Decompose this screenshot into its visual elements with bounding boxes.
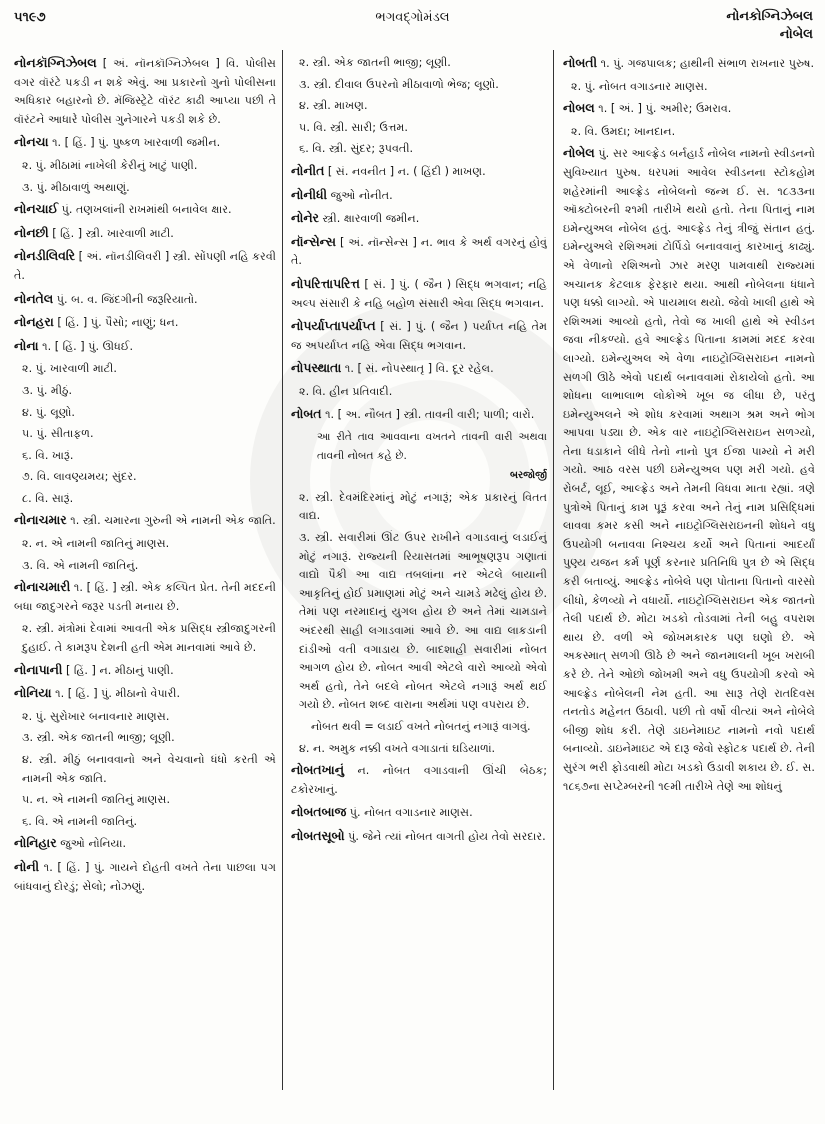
headword: નોનેર xyxy=(291,210,319,226)
sense: ૨. સ્ત્રી. એક જાતની ભાજી; લૂણી. xyxy=(299,56,451,69)
definition: ૧. [ હિં. ] પું. ગાયને દોહતી વખતે તેના પાછલા પગ બાંધવાનું દોરડું; સેલો; નોઝણું. xyxy=(14,860,276,893)
idiom: નોબત થવી = લડાઈ વખતે નોબતનું નગારૂં વાગવું. xyxy=(311,720,531,733)
definition: [ સં. ] પું. ( જૈન ) પર્યાપ્ત નહિ તેમ જ અપર્યાપ્ત નહિ એવા સિદ્ધ ભગવાન. xyxy=(291,320,547,352)
dictionary-entry xyxy=(14,247,276,285)
definition: [ સં. ] પું. ( જૈન ) સિદ્ધ ભગવાન; નહિ અલ્પ સંસારી કે નહિ બહોળ સંસારી એવા સિદ્ધ ભગવાન. xyxy=(291,277,547,310)
dictionary-entry xyxy=(291,233,547,271)
definition: ૧. [ સં. નોપસ્થાતૃ ] વિ. દૂર રહેલ. xyxy=(344,362,494,376)
column-1 xyxy=(14,54,276,1120)
sense: ૬. વિ. સ્ત્રી. સુંદર; રૂપવતી. xyxy=(299,142,414,156)
dictionary-entry xyxy=(14,133,276,153)
dictionary-entry xyxy=(563,99,815,119)
headword: નોબતખાનું xyxy=(291,762,344,778)
sense: ૩. સ્ત્રી. એક જાતની ભાજી; લૂણી. xyxy=(22,731,175,745)
headword: નોનતેલ xyxy=(14,290,54,306)
sense: ૬. વિ. એ નામની જાતિનું. xyxy=(22,814,138,828)
column-2 xyxy=(291,54,547,1120)
sense: ૫. પું. સીતાફળ. xyxy=(22,427,94,441)
sense: ૬. વિ. ખારૂં. xyxy=(22,448,74,462)
definition: [ અં. નૉનડીલિવરી ] સ્ત્રી. સોંપણી નહિ કરવી તે. xyxy=(14,250,276,282)
headword: નોબલ xyxy=(563,100,595,116)
headword: નોનિયા xyxy=(14,685,52,701)
definition: ૧. [ હિં. ] પું. ઊધઈ. xyxy=(42,339,134,353)
headword: નોનહરા xyxy=(14,314,54,330)
sense: ૨. પું. ખારવાળી માટી. xyxy=(22,362,117,376)
guide-word-last: નોબેલ xyxy=(779,27,813,42)
headword: નોનાચમાર xyxy=(14,512,67,528)
headword: નોનાપાની xyxy=(14,661,63,677)
headword: નોપર્યાપ્તાપર્યાપ્ત xyxy=(291,318,376,334)
headword: નોના xyxy=(14,337,39,353)
definition: પું. સર આલ્ફ્રેડ બર્નહાર્ડ નોબેલ નામનો સ્વીડનનો સુવિખ્યાત પુરુષ. ધરપમાં આવેલ સ્વીડનના સ્ટોકહોમ શહેરમાંની આલ્ફ્રેડ નોબેલનો જન્મ ઈ. સ. ૧૮૩૩ના ઑક્ટોબરની ૨૧મી તારીખે થયો હતો. તેના પિતાનું નામ ઇમેન્યુઅલ નોબેલ હતું. આલ્ફ્રેડ તેનું ત્રીજું સંતાન હતું. ઇમેન્યુઅલે રશિઅમાં ટોર્પિડો બનાવવાનું કારખાનું કાઢ્યું. એ વેળાનો રશિઅનો ઝાર મરણ પામવાથી રાજ્યમાં અચાનક કેટલાક ફેરફાર થયા. આથી નોબેલના ધંધાને પણ ધક્કો લાગ્યો. એ પાયમાલ થયો. જેવો ખાલી હાથે એ રશિઅમાં આવ્યો હતો, તેવો જ ખાલી હાથે એ સ્વીડન જવા નીકળ્યો. હવે આલ્ફ્રેડ પિતાના કામમાં મદદ કરવા લાગ્યો. ઇમેન્યુઅલ એ વેળા નાઇટ્રોગ્લિસરાઇન નામનો સળગી ઊઠે એવો પદાર્થ બનાવવામાં રોકાયેલો હતો. આ શોધના લાભાલાભ લોકોએ ખૂબ જ લીધા છે, પરંતુ ઇમેન્યુઅલને એ શોધ કરવામાં અથાગ શ્રમ અને ભોગ આપવા પડ્યા છે. એક વાર નાઇટ્રોગ્લિસરાઇન સળગ્યો, તેના ધડાકાને લીધે તેનો નાનો પુત્ર ઈજા પામ્યો ને મરી ગયો. આઠ વરસ પછી ઇમેન્યુઅલ પણ મરી ગયો. હવે રોબર્ટ, લૂઈ, આલ્ફ્રેડ અને તેમની વિધવા માતા રહ્યાં. ત્રણે પુત્રોએ પિતાનું કામ પૂરૂં કરવા અને તેનું નામ પ્રસિદ્ધિમાં લાવવા કમર કસી અને નાઇટ્રોગ્લિસરાઇનની શોધને વધુ ઉપયોગી બનાવવા નિશ્ચય કર્યો અને પિતાનાં આદર્યાં પુણ્ય યજન કર્મ પૂર્ણ કરનાર પ્રતિનિધિ પુત્ર છે એ સિદ્ધ કરી બતાવ્યું. આલ્ફ્રેડ નોબેલે પણ પોતાના પિતાનો વારસો લીધો, કેળવ્યો ને વધાર્યો. નાઇટ્રોગ્લિસરાઇન એક જાતનો તેલી પદાર્થ છે. મોટા ખડકો તોડવામાં તેની બહુ વપરાશ થાય છે. વળી એ જોખમકારક પણ ઘણો છે. એ અકસ્માત્ સળગી ઊઠે છે અને જાનમાલની ખૂબ ખરાબી કરે છે. તેને ઓછો જોખમી અને વધુ ઉપયોગી કરવો એ આલ્ફ્રેડ નોબેલની નેમ હતી. આ સારૂ તેણે રાતદિવસ તનતોડ મહેનત ઉઠાવી. પછી તો વર્ષો વીત્યાં અને નોબેલે બીજી શોધ કરી. તેણે ડાઇનેમાઇટ નામનો નવો પદાર્થ બનાવ્યો. ડાઇનેમાઇટ એ દારૂ જેવો સ્ફોટક પદાર્થ છે. તેની સુરંગ ભરી ફોડવાથી મોટા ખડકો ઉડાવી શકાય છે. ઈ. સ. ૧૮૬૭ના સપ્ટેમ્બરની ૧૯મી તારીખે તેણે આ શોધનું xyxy=(563,147,815,793)
definition: [ હિં. ] પું. પૈસો; નાણું; ધન. xyxy=(57,316,179,330)
column-divider xyxy=(282,50,283,1090)
sense: ૩. પું. મીઠું. xyxy=(22,383,73,397)
sense: ૨. વિ. હીન પ્રતિવાદી. xyxy=(299,384,393,398)
dictionary-entry xyxy=(291,803,547,823)
sense: ૨. પું. મીઠામાં નાખેલી કેરીનું ખાટું પાણી. xyxy=(22,158,198,172)
dictionary-entry xyxy=(563,54,815,74)
definition: ૧. સ્ત્રી. ચમારના ગુરુની એ નામની એક જાતિ. xyxy=(70,514,276,528)
dictionary-entry xyxy=(291,359,547,379)
sense: ૪. ન. અમુક નક્કી વખતે વગાડાતાં ઘડિયાળાં. xyxy=(299,741,496,755)
column-divider xyxy=(553,50,554,1090)
dictionary-entry xyxy=(291,162,547,182)
guide-words xyxy=(726,8,813,44)
definition: ૧. [ અ. નૌબત ] સ્ત્રી. તાવની વારી; પાળી; વારો. xyxy=(325,407,535,421)
sense: ૪. પું. લૂણો. xyxy=(22,405,75,419)
definition: જુઓ નોનિયા. xyxy=(60,837,127,851)
definition: ૧. પું. ગજપાલક; હાથીની સંભાળ રાખનાર પુરુષ. xyxy=(600,57,815,70)
headword: નોનચાઈ xyxy=(14,201,59,217)
definition: જુઓ નોનીત. xyxy=(330,188,393,202)
headword: નોનછી xyxy=(14,224,49,240)
sense: ૨. સ્ત્રી. દેવમંદિરમાંનું મોટું નગારૂં; એક પ્રકારનું વિતત વાદ્ય. xyxy=(299,490,547,523)
dictionary-entry xyxy=(14,313,276,333)
definition: ૧. [ હિં. ] પું. પુષ્કળ ખારવાળી જમીન. xyxy=(52,136,221,150)
headword: નોબત xyxy=(291,405,322,421)
dictionary-entry xyxy=(14,684,276,704)
page-number: ૫૧૯૭ xyxy=(14,10,46,25)
definition: [ અં. નૉનકૉગ્નિઝેબલ ] વિ. પોલીસ વગર વૉરંટે પકડી ન શકે એવું. આ પ્રકારનો ગુનો પોલીસના અધિકાર બહારનો છે. મૅજિસ્ટ્રેટે વૉરંટ કાઢી આપ્યા પછી તે વૉરંટને આધારે પોલીસ ગુનેગારને પકડી શકે છે. xyxy=(14,57,276,126)
dictionary-entry xyxy=(14,224,276,244)
dictionary-entry xyxy=(291,209,547,229)
headword: નોબેલ xyxy=(563,145,595,161)
headword: નોપરિત્તાપરિત્ત xyxy=(291,275,360,291)
sense: ૨. પું. નોબત વગાડનાર માણસ. xyxy=(571,79,708,93)
dictionary-entry xyxy=(291,186,547,206)
headword: નોબતી xyxy=(563,55,598,70)
definition: [ હિં. ] ન. મીઠાનું પાણી. xyxy=(66,663,174,677)
dictionary-entry xyxy=(291,317,547,355)
headword: નોનચા xyxy=(14,134,49,150)
dictionary-entry xyxy=(14,290,276,310)
definition: પું. નોબત વગાડનાર માણસ. xyxy=(349,806,473,820)
dictionary-entry xyxy=(14,578,276,616)
dictionary-entry xyxy=(14,661,276,681)
definition: ૧. [ હિં. ] સ્ત્રી. એક કલ્પિત પ્રેત. તેની મદદની બધા જાદુગરને જરૂર પડતી મનાય છે. xyxy=(14,581,276,613)
definition: ન. નોબત વગાડવાની ઊંચી બેઠક; ટકોરખાનું. xyxy=(291,764,547,796)
dictionary-entry xyxy=(14,858,276,896)
dictionary-entry xyxy=(563,144,815,796)
column-3 xyxy=(563,54,815,1120)
sense: ૩. સ્ત્રી. સવારીમાં ઊંટ ઉપર રાખીને વગાડવાનું લડાઈનું મોટું નગારૂં. રાજ્યની રિયાસતમાં આભૂષણરૂપ ગણાતાં વાદ્યો પૈકી આ વાદ્ય તબલાંના નર એટલે બાયાની આકૃતિનું હોઈ પ્રમાણમાં મોટું અને ચામડે મઢેલું હોય છે. તેમાં પણ નરમાદાનું યુગલ હોય છે અને તેમાં ચામડાને અંદરથી સાહી લગાડવામાં આવે છે. આ વાદ્ય લાકડાની દાંડીઓ વતી વગાડાય છે. બાદશાહી સવારીમાં નોબત આગળ હોય છે. નોબત આવી એટલે વારો આવ્યો એવો અર્થ હતો, તેને બદલે નોબત એટલે નગારૂં અર્થ થઈ ગયો છે. નોબત શબ્દ વારાના અર્થમાં પણ વપરાય છે. xyxy=(299,531,547,712)
sense: ૪. સ્ત્રી. મીઠું બનાવવાનો અને વેચવાનો ધંધો કરતી એ નામની એક જાતિ. xyxy=(22,753,276,785)
dictionary-entry xyxy=(291,275,547,313)
headword: નોનીધી xyxy=(291,186,328,202)
sense: ૨. સ્ત્રી. મંત્રોમાં દેવામાં આવતી એક પ્રસિદ્ધ સ્ત્રીજાદુગરની દુહાઈ. તે કામરૂપ દેશની હતી એમ માનવામાં આવે છે. xyxy=(22,622,276,655)
definition: [ સં. નવનીત ] ન. ( હિંદી ) માખણ. xyxy=(327,164,486,178)
definition: ૧. [ હિં. ] પું. મીઠાનો વેપારી. xyxy=(55,687,181,701)
dictionary-entry xyxy=(14,511,276,531)
book-title: ભગવદ્ગોમંડલ xyxy=(375,10,450,25)
sense: ૮. વિ. સારૂં. xyxy=(22,491,74,505)
page-header xyxy=(0,0,825,52)
headword: નોબતસૂબો xyxy=(291,827,345,843)
headword: નોનાચમારી xyxy=(14,579,71,595)
dictionary-entry xyxy=(14,200,276,220)
guide-word-first: નોનકોગ્નિઝેબલ xyxy=(726,9,813,24)
sense: ૩. સ્ત્રી. દીવાલ ઉપરનો મીઠાવાળો ભેજ; લૂણો. xyxy=(299,77,499,91)
definition: ૧. [ અં. ] પું. અમીર; ઉમરાવ. xyxy=(598,102,732,116)
usage-quote: આ રીતે તાવ આવવાના વખતને તાવની વારી અથવા તાવની નોબત કહે છે. xyxy=(317,431,547,462)
headword: નોનકૉગ્નિઝેબલ xyxy=(14,55,97,70)
definition: પું. જેને ત્યાં નોબત વાગતી હોય તેવો સરદાર. xyxy=(348,829,546,843)
headword: નૉન્સેન્સ xyxy=(291,233,336,249)
dictionary-entry xyxy=(291,405,547,425)
sense: ૭. વિ. લાવણ્યમય; સુંદર. xyxy=(22,470,137,484)
definition: [ હિં. ] સ્ત્રી. ખારવાળી માટી. xyxy=(52,226,174,240)
sense: ૨. પું. સુરોખાર બનાવનાર માણસ. xyxy=(22,709,170,723)
quote-source: બરજોર્જી xyxy=(509,470,547,482)
headword: નોપસ્થાતા xyxy=(291,360,342,376)
dictionary-entry xyxy=(291,827,547,847)
dictionary-entry xyxy=(14,54,276,129)
dictionary-entry xyxy=(14,337,276,357)
definition: પું. તણખલાંની રાખમાંથી બનાવેલ ક્ષાર. xyxy=(61,203,232,217)
sense: ૨. ન. એ નામની જાતિનું માણસ. xyxy=(22,537,170,551)
dictionary-entry xyxy=(14,834,276,854)
headword: નોબતબાજ xyxy=(291,804,347,820)
sense: ૨. વિ. ઉમદા; ખાનદાન. xyxy=(571,124,676,138)
sense: ૫. વિ. સ્ત્રી. સારી; ઉત્તમ. xyxy=(299,120,408,134)
definition: સ્ત્રી. ક્ષારવાળી જમીન. xyxy=(322,212,420,226)
headword: નોનિહાર xyxy=(14,835,57,851)
sense: ૪. સ્ત્રી. માખણ. xyxy=(299,99,368,113)
dictionary-entry xyxy=(291,761,547,799)
headword: નોની xyxy=(14,858,40,874)
sense: ૩. વિ. એ નામની જાતિનું. xyxy=(22,558,139,572)
definition: પું. બ. વ. જિંદગીની જરૂરિયાતો. xyxy=(56,292,198,306)
sense: ૫. ન. એ નામની જાતિનું માણસ. xyxy=(22,793,171,807)
sense: ૩. પું. મીઠાવાળું અથાણું. xyxy=(22,180,130,194)
headword: નોનડીલિવરિ xyxy=(14,248,75,264)
definition: [ અં. નૉન્સેન્સ ] ન. ભાવ કે અર્થ વગરનું હોવું તે. xyxy=(291,235,547,268)
headword: નોનીત xyxy=(291,162,325,178)
